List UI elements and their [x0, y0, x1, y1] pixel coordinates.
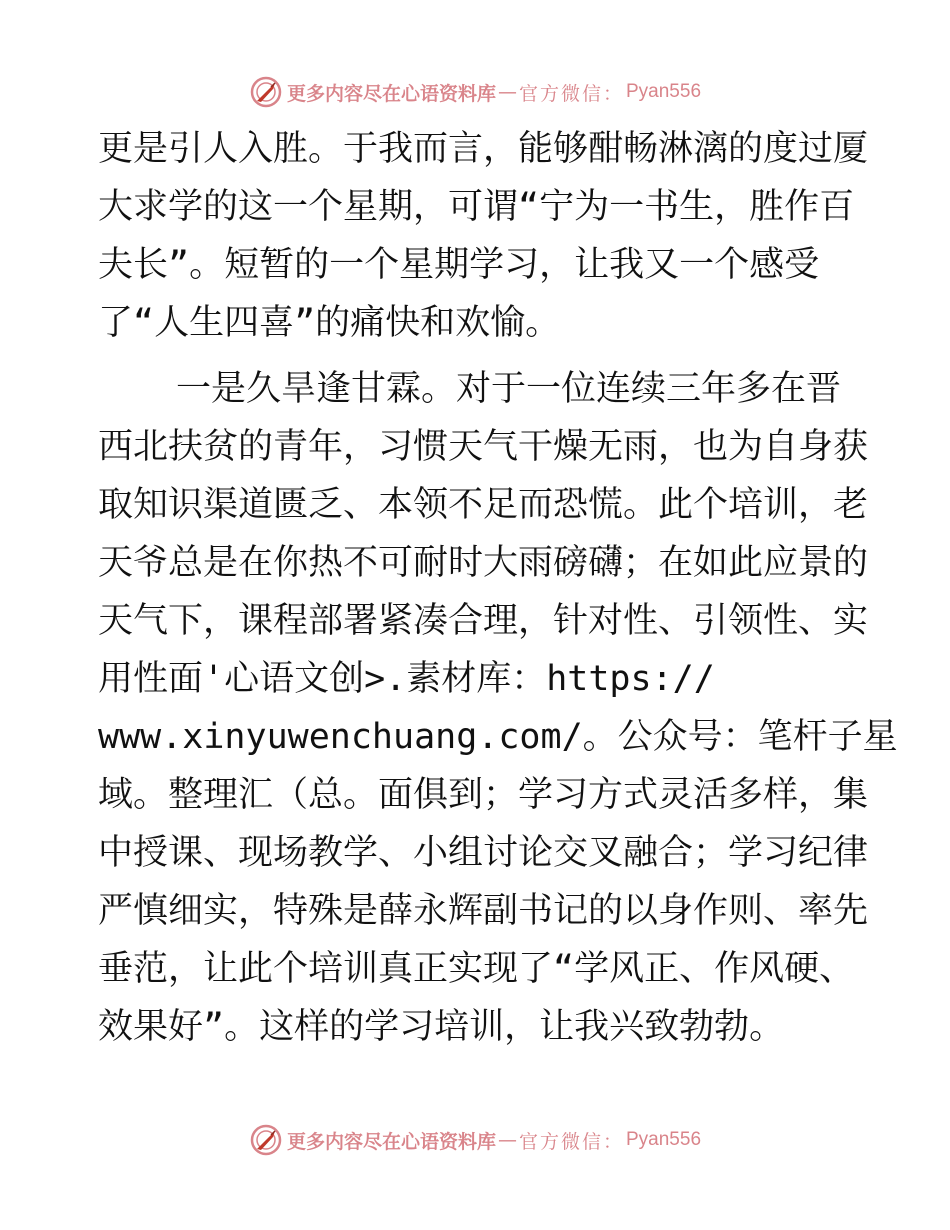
text-line: 西北扶贫的青年，习惯天气干燥无雨，也为自身获 — [98, 427, 869, 467]
text-line: 大求学的这一个星期，可谓“宁为一书生，胜作百 — [98, 187, 855, 227]
text-line: 更是引人入胜。于我而言，能够酣畅淋漓的度过厦 — [98, 129, 869, 169]
paragraph-1 — [98, 120, 869, 352]
text-line: 域。整理汇（总。面俱到；学习方式灵活多样，集 — [98, 775, 869, 815]
text-line: 用性面'心语文创>.素材库：https:// — [98, 659, 715, 699]
text-line: 效果好”。这样的学习培训，让我兴致勃勃。 — [98, 1007, 785, 1047]
header-wechat-id: Pyan556 — [626, 81, 702, 102]
text-line: 一是久旱逢甘霖。对于一位连续三年多在晋 — [176, 369, 842, 409]
page-header — [0, 72, 950, 112]
header-brand-text: 更多内容尽在心语资料库 — [286, 82, 496, 105]
paragraph-2 — [98, 360, 898, 1056]
text-line: 严慎细实，特殊是薛永辉副书记的以身作则、率先 — [98, 891, 869, 931]
text-line: 天气下，课程部署紧凑合理，针对性、引领性、实 — [98, 601, 869, 641]
pen-logo-icon — [249, 75, 283, 109]
header-banner — [249, 75, 701, 109]
footer-separator: — — [497, 1129, 517, 1151]
document-body — [98, 120, 898, 1056]
footer-brand-text: 更多内容尽在心语资料库 — [286, 1130, 496, 1153]
text-line: www.xinyuwenchuang.com/。公众号：笔杆子星 — [98, 717, 898, 757]
footer-wechat-id: Pyan556 — [626, 1129, 702, 1150]
header-separator: — — [497, 81, 517, 103]
text-line: 垂范，让此个培训真正实现了“学风正、作风硬、 — [98, 949, 855, 989]
text-line: 了“人生四喜”的痛快和欢愉。 — [98, 303, 561, 343]
page-footer — [0, 1120, 950, 1160]
footer-banner — [249, 1123, 701, 1157]
header-wechat-label: 官方微信： — [518, 82, 624, 105]
pen-logo-icon — [249, 1123, 283, 1157]
text-line: 取知识渠道匮乏、本领不足而恐慌。此个培训，老 — [98, 485, 869, 525]
text-line: 天爷总是在你热不可耐时大雨磅礴；在如此应景的 — [98, 543, 869, 583]
footer-wechat-label: 官方微信： — [518, 1130, 624, 1153]
text-line: 中授课、现场教学、小组讨论交叉融合；学习纪律 — [98, 833, 869, 873]
text-line: 夫长”。短暂的一个星期学习，让我又一个感受 — [98, 245, 820, 285]
